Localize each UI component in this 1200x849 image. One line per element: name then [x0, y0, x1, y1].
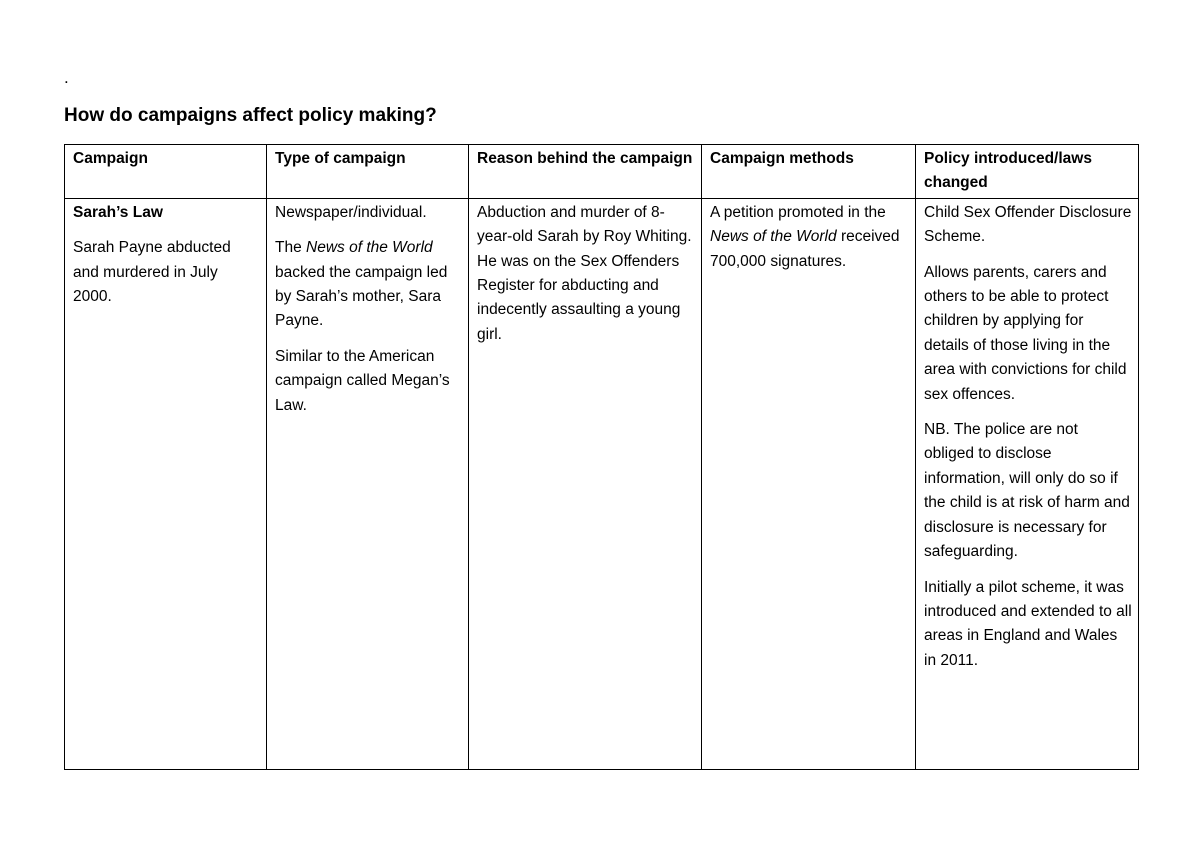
header-campaign-methods: Campaign methods [702, 145, 916, 199]
header-type-of-campaign: Type of campaign [267, 145, 469, 199]
methods-pre: A petition promoted in the [710, 203, 886, 221]
type-backing-newspaper: News of the World [306, 239, 433, 257]
policy-scheme: Child Sex Offender Disclosure Scheme. [924, 203, 1132, 246]
campaign-description: Sarah Payne abducted and murdered in July 2000. [73, 239, 231, 306]
policy-note: NB. The police are not obliged to disclose information, will only do so if the child is at risk of harm and disclosure is necessary for safeguarding. [924, 421, 1130, 561]
header-reason: Reason behind the campaign [469, 145, 702, 199]
cell-policy [916, 198, 1139, 769]
type-backing-pre: The [275, 239, 307, 257]
cell-type [267, 198, 469, 769]
cell-methods [702, 198, 916, 769]
type-similar: Similar to the American campaign called Megan’s Law. [275, 347, 450, 414]
reason-text: Abduction and murder of 8-year-old Sarah by Roy Whiting. He was on the Sex Offenders Register for abducting and indecently assaulting a young girl. [477, 203, 692, 343]
header-campaign: Campaign [65, 145, 267, 199]
type-line: Newspaper/individual. [275, 203, 427, 221]
table-header-row [65, 145, 1139, 199]
cell-campaign [65, 198, 267, 769]
methods-text [710, 201, 909, 274]
methods-newspaper: News of the World [710, 228, 837, 246]
cell-reason [469, 198, 702, 769]
policy-history: Initially a pilot scheme, it was introduced and extended to all areas in England and Wales in 2011. [924, 578, 1132, 669]
page-title: How do campaigns affect policy making? [64, 105, 437, 126]
type-backing [275, 236, 462, 334]
type-backing-post: backed the campaign led by Sarah’s mother, Sara Payne. [275, 263, 448, 330]
policy-description: Allows parents, carers and others to be able to protect children by applying for details of those living in the area with convictions for child sex offences. [924, 263, 1127, 403]
campaign-name: Sarah’s Law [73, 203, 163, 221]
header-policy: Policy introduced/laws changed [916, 145, 1139, 199]
campaign-table [64, 144, 1139, 770]
methods-post: received 700,000 signatures. [710, 228, 900, 270]
bullet-dot: . [64, 68, 69, 87]
table-row [65, 198, 1139, 769]
